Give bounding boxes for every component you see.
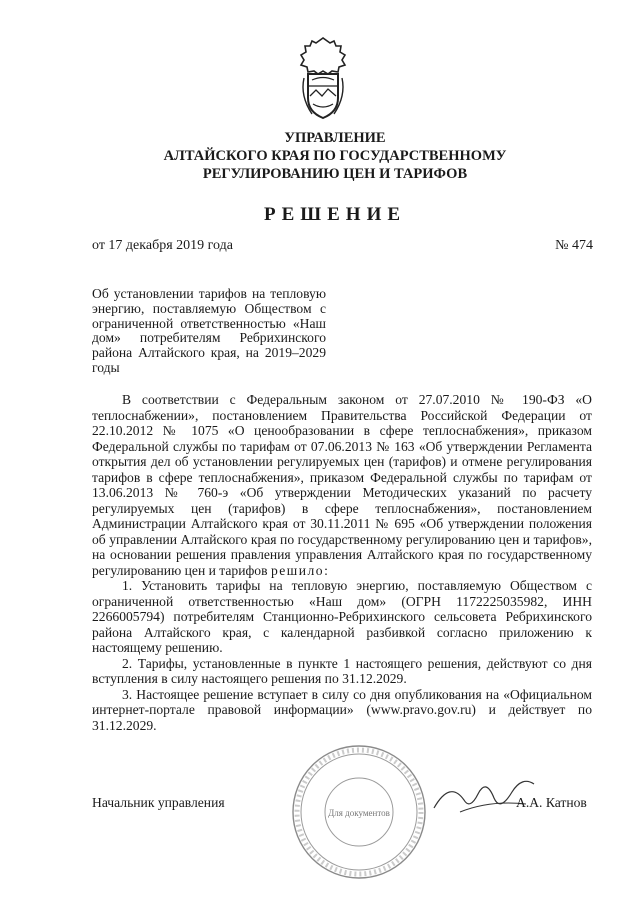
signatory-name: А.А. Катнов [516,795,587,810]
signatory-title: Начальник управления [92,795,225,810]
resolved-word: решило: [270,562,330,578]
org-name-line-1: УПРАВЛЕНИЕ [284,130,386,146]
org-name-line-3: РЕГУЛИРОВАНИЮ ЦЕН И ТАРИФОВ [202,166,468,182]
preamble-text: В соответствии с Федеральным законом от 27.07.2010 № 190-ФЗ «О теплоснабжении», постановлением Правительства Российской Федерации от 22.10.2012 № 1075 «О ценообразовании в сфере теплоснабжения», приказом Федеральной службы по тарифам от 07.06.2013 № 163 «Об утверждении Регламента открытия дел об установлении регулируемых цен (тарифов) и отмене регулирования тарифов в сфере теплоснабжения», приказом Федеральной службы по тарифам от 13.06.2013 № 760-э «Об утверждении Методических указаний по расчету регулируемых цен (тарифов) в сфере теплоснабжения», постановлением Администрации Алтайского края от 30.11.2011 № 695 «Об утверждении положения об управлении Алтайского края по государственному регулированию цен и тарифов», на основании решения правления управления Алтайского края по государственному регулированию цен и тарифов [92,392,592,578]
document-body [92,392,592,733]
preamble-paragraph [92,392,592,578]
stamp-inner-text: Для документов [328,808,390,818]
document-type-title: РЕШЕНИЕ [263,204,407,225]
document-date: от 17 декабря 2019 года [92,238,233,253]
coat-of-arms-icon [292,34,354,124]
official-stamp [284,742,434,882]
item-2-paragraph: 2. Тарифы, установленные в пункте 1 настоящего решения, действуют со дня вступления в силу настоящего решения по 31.12.2029. [92,655,592,686]
item-3-paragraph: 3. Настоящее решение вступает в силу со дня опубликования на «Официальном интернет-портале правовой информации» (www.pravo.gov.ru) и действует по 31.12.2029. [92,686,592,733]
document-subject: Об установлении тарифов на тепловую энергию, поставляемую Обществом с ограниченной ответственностью «Наш дом» потребителям Ребрихинского района Алтайского края, на 2019–2029 годы [92,286,326,375]
org-name-line-2: АЛТАЙСКОГО КРАЯ ПО ГОСУДАРСТВЕННОМУ [163,148,507,164]
item-1-paragraph: 1. Установить тарифы на тепловую энергию, поставляемую Обществом с ограниченной ответственностью «Наш дом» (ОГРН 1172225035982, ИНН 2266005794) потребителям Станционно-Ребрихинского сельсовета Ребрихинского района Алтайского края, с календарной разбивкой согласно приложению к настоящему решению. [92,578,592,655]
document-number: № 474 [555,238,593,253]
